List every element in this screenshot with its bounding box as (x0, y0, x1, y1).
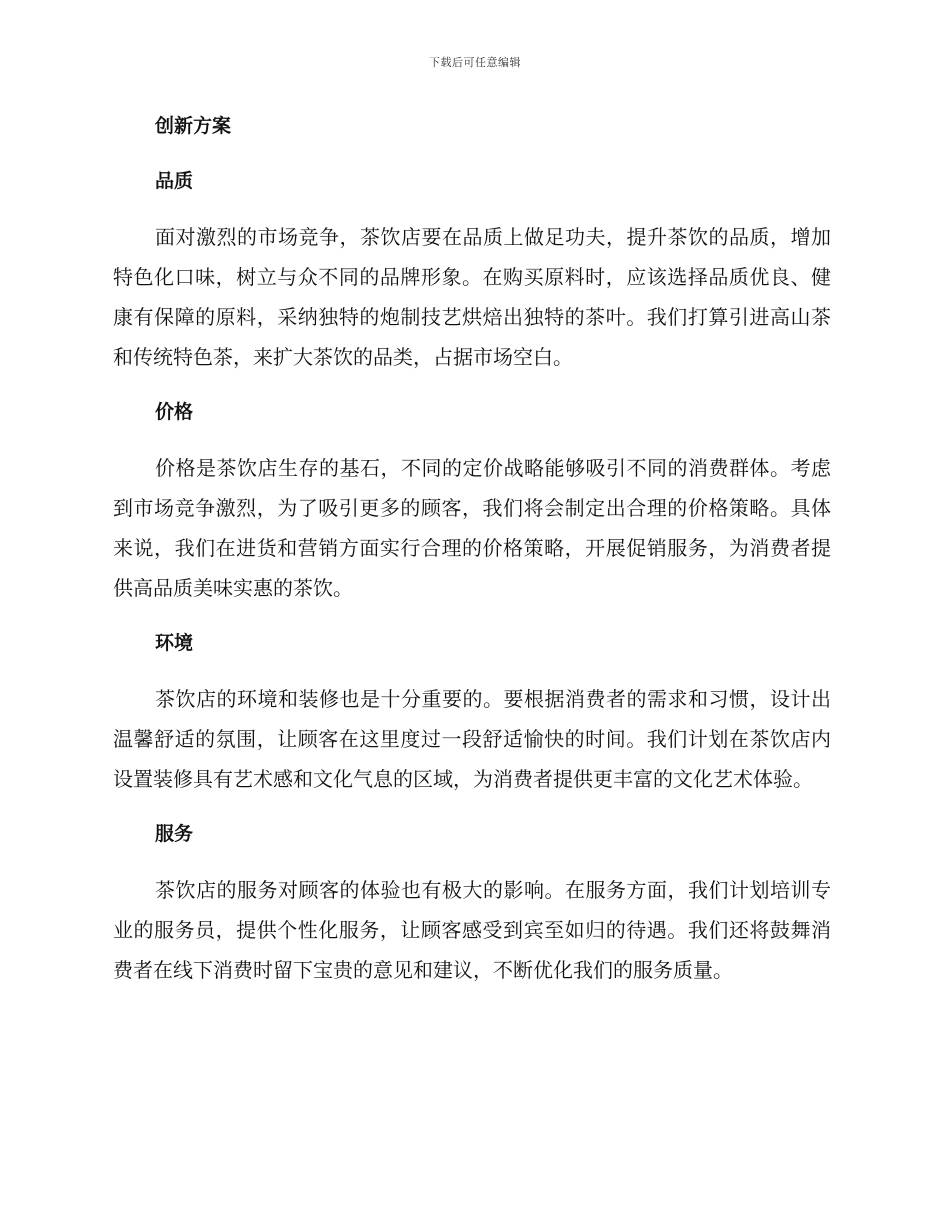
document-title: 创新方案 (155, 115, 232, 137)
document-content (113, 106, 831, 990)
section-quality (113, 161, 831, 377)
section-price (113, 392, 831, 608)
section-environment (113, 623, 831, 799)
section-heading: 价格 (155, 401, 194, 423)
section-paragraph: 价格是茶饮店生存的基石，不同的定价战略能够吸引不同的消费群体。考虑到市场竞争激烈，为了吸引更多的顾客，我们将会制定出合理的价格策略。具体来说，我们在进货和营销方面实行合理的价格策略，开展促销服务，为消费者提供高品质美味实惠的茶饮。 (113, 456, 831, 600)
section-paragraph: 面对激烈的市场竞争，茶饮店要在品质上做足功夫，提升茶饮的品质，增加特色化口味，树立与众不同的品牌形象。在购买原料时，应该选择品质优良、健康有保障的原料，采纳独特的炮制技艺烘焙出独特的茶叶。我们打算引进高山茶和传统特色茶，来扩大茶饮的品类，占据市场空白。 (113, 225, 831, 369)
section-paragraph: 茶饮店的服务对顾客的体验也有极大的影响。在服务方面，我们计划培训专业的服务员，提供个性化服务，让顾客感受到宾至如归的待遇。我们还将鼓舞消费者在线下消费时留下宝贵的意见和建议，不断优化我们的服务质量。 (113, 878, 831, 982)
section-heading: 品质 (155, 170, 194, 192)
section-heading: 服务 (155, 823, 194, 845)
section-heading: 环境 (155, 632, 194, 654)
section-paragraph: 茶饮店的环境和装修也是十分重要的。要根据消费者的需求和习惯，设计出温馨舒适的氛围，让顾客在这里度过一段舒适愉快的时间。我们计划在茶饮店内设置装修具有艺术感和文化气息的区域，为消费者提供更丰富的文化艺术体验。 (113, 687, 831, 791)
page-header-caption: 下载后可任意编辑 (429, 56, 521, 69)
section-service (113, 814, 831, 990)
